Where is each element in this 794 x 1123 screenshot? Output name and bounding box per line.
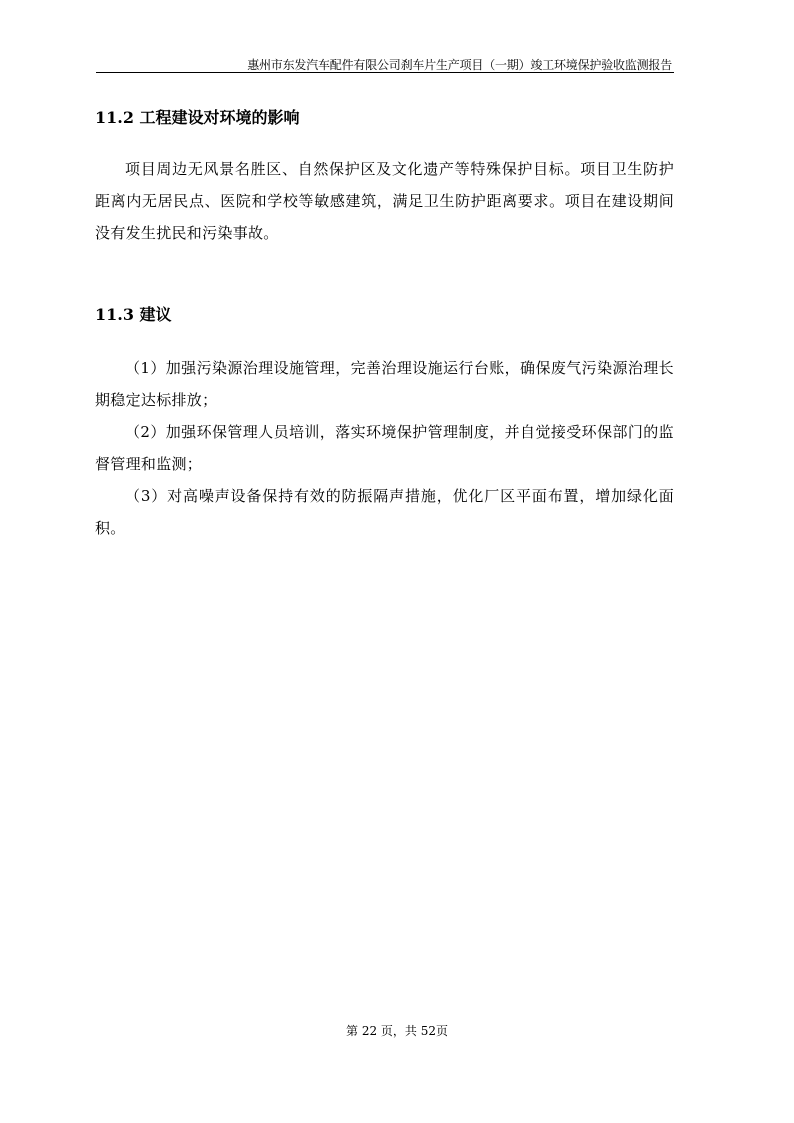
- page-header-title: 惠州市东发汽车配件有限公司刹车片生产项目（一期）竣工环境保护验收监测报告: [247, 58, 672, 72]
- page-number-footer: 第 22 页，共 52页: [346, 1024, 448, 1038]
- suggestion-item-3: （3）对高噪声设备保持有效的防振隔声措施，优化厂区平面布置，增加绿化面积。: [95, 487, 674, 537]
- section-heading-11-2: 11.2 工程建设对环境的影响: [95, 108, 300, 127]
- suggestion-item-2: （2）加强环保管理人员培训，落实环境保护管理制度，并自觉接受环保部门的监督管理和监测；: [95, 423, 674, 473]
- section-heading-11-3: 11.3 建议: [95, 305, 172, 324]
- header-divider: [96, 72, 674, 73]
- suggestion-item-1: （1）加强污染源治理设施管理，完善治理设施运行台账，确保废气污染源治理长期稳定达标排放；: [95, 359, 674, 409]
- section-11-2-paragraph: 项目周边无风景名胜区、自然保护区及文化遗产等特殊保护目标。项目卫生防护距离内无居民点、医院和学校等敏感建筑，满足卫生防护距离要求。项目在建设期间没有发生扰民和污染事故。: [95, 160, 674, 242]
